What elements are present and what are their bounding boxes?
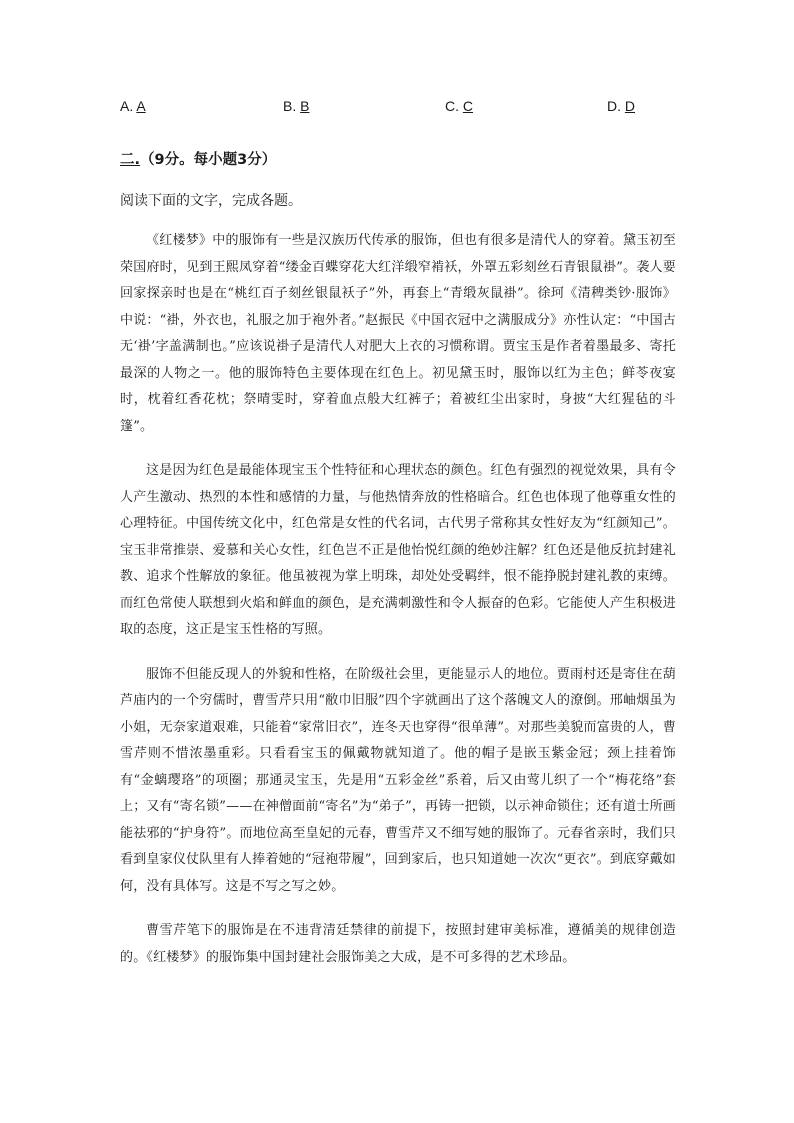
option-c-value: C xyxy=(462,98,474,114)
passage-paragraph-1: 《红楼梦》中的服饰有一些是汉族历代传承的服饰，但也有很多是清代人的穿着。黛玉初至荣国府时，见到王熙凤穿着“缕金百蝶穿花大红洋缎窄褃袄，外罩五彩刻丝石青银鼠褂”。袭人要回家探亲时也是在“桃红百子刻丝银鼠袄子”外，再套上“青缎灰鼠褂”。徐珂《清稗类钞·服饰》中说：“褂，外衣也，礼服之加于袍外者。”赵振民《中国衣冠中之满服成分》亦性认定：“中国古无‘褂’字盖满制也。”应该说褂子是清代人对肥大上衣的习惯称谓。贾宝玉是作者着墨最多、寄托最深的人物之一。他的服饰特色主要体现在红色上。初见黛玉时，服饰以红为主色；鲜苓夜宴时，枕着红香花枕；祭晴雯时，穿着血点般大红裤子；着被红尘出家时，身披“大红猩毡的斗篷”。 xyxy=(120,233,676,434)
passage-paragraph-2: 这是因为红色是最能体现宝玉个性特征和心理状态的颜色。红色有强烈的视觉效果，具有令人产生激动、热烈的本性和感情的力量，与他热情奔放的性格暗合。红色也体现了他尊重女性的心理特征。中国传统文化中，红色常是女性的代名词，古代男子常称其女性好友为“红颜知己”。宝玉非常推崇、爱慕和关心女性，红色岂不正是他怡悦红颜的绝妙注解？红色还是他反抗封建礼教、追求个性解放的象征。他虽被视为掌上明珠，却处处受羁绊，恨不能挣脱封建礼教的束缚。而红色常使人联想到火焰和鲜血的颜色，是充满刺激性和令人振奋的色彩。它能使人产生积极进取的态度，这正是宝玉性格的写照。 xyxy=(120,463,676,637)
reading-instruction: 阅读下面的文字，完成各题。 xyxy=(120,193,302,209)
option-b[interactable] xyxy=(283,98,309,114)
option-d[interactable] xyxy=(607,98,635,114)
reading-passage xyxy=(120,228,676,989)
option-c-label: C. xyxy=(445,98,463,114)
passage-paragraph-3: 服饰不但能反现人的外貌和性格，在阶级社会里，更能显示人的地位。贾雨村还是寄住在葫芦庙内的一个穷儒时，曹雪芹只用“敝巾旧服”四个字就画出了这个落魄文人的潦倒。邢岫烟虽为小姐，无奈家道艰难，只能着“家常旧衣”，连冬天也穿得“很单薄”。对那些美貌而富贵的人，曹雪芹则不惜浓墨重彩。只看看宝玉的佩戴物就知道了。他的帽子是嵌玉紫金冠；颈上挂着饰有“金螭璎珞”的项圈；那通灵宝玉，先是用“五彩金丝”系着，后又由莺儿织了一个“梅花络”套上；又有“寄名锁”——在神僧面前“寄名”为“弟子”，再铸一把锁，以示神命锁住；还有道士所画能祛邪的“护身符”。而地位高至皇妃的元春，曹雪芹又不细写她的服饰了。元春省亲时，我们只看到皇家仪仗队里有人捧着她的“冠袍带履”，回到家后，也只知道她一次次“更衣”。到底穿戴如何，没有具体写。这是不写之写之妙。 xyxy=(120,666,676,894)
section-heading xyxy=(120,148,276,169)
option-b-label: B. xyxy=(283,98,301,114)
section-number: 二. xyxy=(120,152,141,168)
option-a-value: A xyxy=(136,98,146,114)
option-a[interactable] xyxy=(120,98,146,114)
option-c[interactable] xyxy=(445,98,473,114)
section-points: （9分。每小题3分） xyxy=(140,152,277,168)
option-a-label: A. xyxy=(120,98,137,114)
answer-options xyxy=(120,98,680,122)
option-d-value: D xyxy=(624,98,636,114)
passage-paragraph-4: 曹雪芹笔下的服饰是在不违背清廷禁律的前提下，按照封建审美标准，遵循美的规律创造的。《红楼梦》的服饰集中国封建社会服饰美之大成，是不可多得的艺术珍品。 xyxy=(120,923,676,965)
option-d-label: D. xyxy=(607,98,625,114)
option-b-value: B xyxy=(300,98,310,114)
